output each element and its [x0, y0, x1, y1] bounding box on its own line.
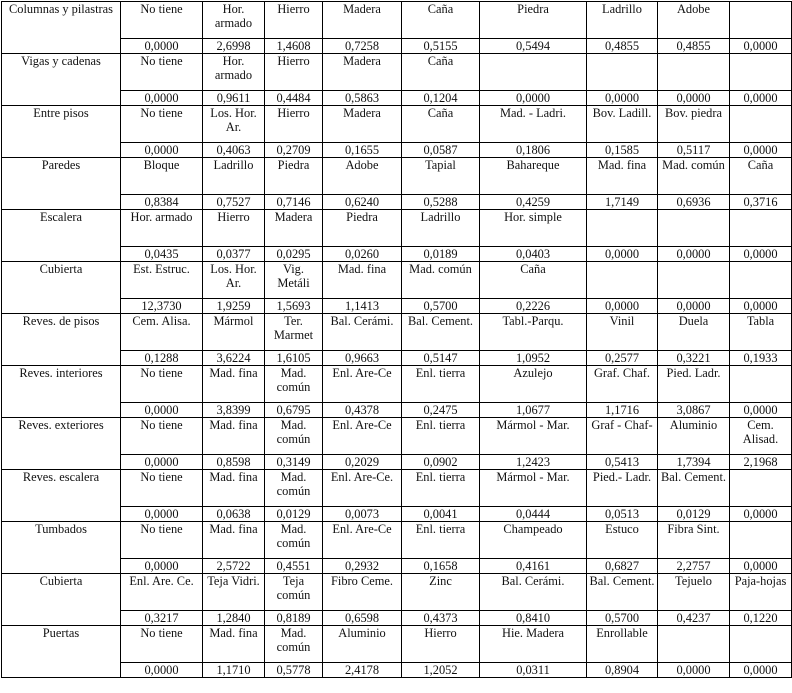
- coefficient-value-cell: 0,3221: [658, 351, 730, 366]
- coefficient-value-cell: 0,0000: [730, 403, 792, 418]
- material-label-cell: Bal. Cerámi.: [323, 314, 402, 351]
- coefficient-value-cell: 0,0311: [480, 663, 587, 678]
- coefficient-value-cell: 0,6827: [587, 559, 658, 574]
- coefficient-value-cell: 0,7146: [265, 195, 323, 210]
- coefficient-value-row: [2, 247, 792, 262]
- materials-coefficient-table: [1, 1, 792, 678]
- material-label-cell: Vig. Metáli: [265, 262, 323, 299]
- coefficient-value-cell: 0,0295: [265, 247, 323, 262]
- material-label-cell: Pied. Ladr.: [658, 366, 730, 403]
- coefficient-value-cell: 0,4373: [402, 611, 480, 626]
- coefficient-value-cell: 0,0000: [121, 143, 203, 158]
- category-label-row: [2, 262, 792, 299]
- category-name-cell: Reves. escalera: [2, 470, 121, 522]
- material-label-cell: [730, 106, 792, 143]
- material-label-cell: No tiene: [121, 106, 203, 143]
- material-label-cell: [587, 54, 658, 91]
- coefficient-value-cell: 0,0260: [323, 247, 402, 262]
- material-label-cell: Madera: [265, 210, 323, 247]
- coefficient-value-cell: 0,0000: [730, 143, 792, 158]
- coefficient-value-cell: 2,6998: [203, 39, 265, 54]
- material-label-cell: [587, 262, 658, 299]
- category-name-cell: Vigas y cadenas: [2, 54, 121, 106]
- coefficient-value-cell: 0,0000: [730, 559, 792, 574]
- material-label-cell: Bloque: [121, 158, 203, 195]
- coefficient-value-cell: 3,8399: [203, 403, 265, 418]
- coefficient-value-cell: 0,0403: [480, 247, 587, 262]
- category-name-cell: Entre pisos: [2, 106, 121, 158]
- material-label-cell: Mad. fina: [587, 158, 658, 195]
- category-label-row: [2, 626, 792, 663]
- coefficient-value-cell: 3,0867: [658, 403, 730, 418]
- coefficient-value-cell: 0,2226: [480, 299, 587, 314]
- coefficient-value-cell: 1,6105: [265, 351, 323, 366]
- category-name-cell: Cubierta: [2, 262, 121, 314]
- coefficient-value-cell: 0,4161: [480, 559, 587, 574]
- coefficient-value-cell: 0,9611: [203, 91, 265, 106]
- material-label-cell: Mad. - Ladri.: [480, 106, 587, 143]
- coefficient-value-cell: 0,5288: [402, 195, 480, 210]
- coefficient-value-cell: 0,6598: [323, 611, 402, 626]
- material-label-cell: No tiene: [121, 626, 203, 663]
- material-label-cell: Hor. simple: [480, 210, 587, 247]
- material-label-cell: Piedra: [265, 158, 323, 195]
- coefficient-value-cell: 0,2577: [587, 351, 658, 366]
- coefficient-value-cell: 0,4237: [658, 611, 730, 626]
- coefficient-value-cell: 0,8598: [203, 455, 265, 470]
- material-label-cell: Champeado: [480, 522, 587, 559]
- material-label-cell: Tapial: [402, 158, 480, 195]
- coefficient-value-cell: 0,0000: [730, 247, 792, 262]
- coefficient-value-cell: 0,6936: [658, 195, 730, 210]
- material-label-cell: Hor. armado: [203, 2, 265, 39]
- material-label-cell: Fibra Sint.: [658, 522, 730, 559]
- material-label-cell: Mad. común: [265, 470, 323, 507]
- material-label-cell: Estuco: [587, 522, 658, 559]
- coefficient-value-cell: 0,0000: [121, 559, 203, 574]
- coefficient-value-cell: 0,9663: [323, 351, 402, 366]
- material-label-cell: No tiene: [121, 2, 203, 39]
- coefficient-value-cell: 0,2029: [323, 455, 402, 470]
- material-label-cell: No tiene: [121, 418, 203, 455]
- coefficient-value-cell: 0,8384: [121, 195, 203, 210]
- material-label-cell: Enl. tierra: [402, 522, 480, 559]
- coefficient-value-cell: 0,0000: [121, 507, 203, 522]
- material-label-cell: Mad. común: [265, 626, 323, 663]
- coefficient-value-cell: 0,0000: [730, 91, 792, 106]
- material-label-cell: Fibro Ceme.: [323, 574, 402, 611]
- coefficient-value-cell: 0,5494: [480, 39, 587, 54]
- coefficient-value-cell: 0,5147: [402, 351, 480, 366]
- coefficient-value-cell: 1,1413: [323, 299, 402, 314]
- coefficient-value-row: [2, 351, 792, 366]
- category-name-cell: Reves. exteriores: [2, 418, 121, 470]
- material-label-cell: Ter. Marmet: [265, 314, 323, 351]
- coefficient-value-cell: 0,1204: [402, 91, 480, 106]
- material-label-cell: Mad. común: [265, 366, 323, 403]
- material-label-cell: Mad. común: [402, 262, 480, 299]
- coefficient-value-cell: 0,0000: [121, 403, 203, 418]
- coefficient-value-cell: 1,7394: [658, 455, 730, 470]
- material-label-cell: Mad. fina: [203, 626, 265, 663]
- material-label-cell: Hierro: [402, 626, 480, 663]
- coefficient-value-row: [2, 663, 792, 678]
- coefficient-value-cell: 0,3149: [265, 455, 323, 470]
- coefficient-value-cell: 0,0000: [730, 507, 792, 522]
- coefficient-value-row: [2, 403, 792, 418]
- material-label-cell: Mármol - Mar.: [480, 470, 587, 507]
- material-label-cell: Azulejo: [480, 366, 587, 403]
- coefficient-value-cell: 3,6224: [203, 351, 265, 366]
- coefficient-value-cell: 0,0638: [203, 507, 265, 522]
- material-label-cell: Hierro: [265, 106, 323, 143]
- material-label-cell: No tiene: [121, 522, 203, 559]
- coefficient-value-cell: 1,1710: [203, 663, 265, 678]
- coefficient-value-row: [2, 299, 792, 314]
- material-label-cell: Mad. común: [265, 418, 323, 455]
- material-label-cell: Bahareque: [480, 158, 587, 195]
- material-label-cell: [730, 210, 792, 247]
- coefficient-value-cell: 0,0513: [587, 507, 658, 522]
- material-label-cell: [730, 366, 792, 403]
- material-label-cell: Hierro: [265, 54, 323, 91]
- coefficient-value-cell: 12,3730: [121, 299, 203, 314]
- category-label-row: [2, 470, 792, 507]
- coefficient-value-row: [2, 195, 792, 210]
- material-label-cell: Mad. fina: [323, 262, 402, 299]
- material-label-cell: Aluminio: [658, 418, 730, 455]
- material-label-cell: Enl. Are-Ce.: [323, 470, 402, 507]
- material-label-cell: Cem. Alisad.: [730, 418, 792, 455]
- category-label-row: [2, 574, 792, 611]
- material-label-cell: Caña: [730, 158, 792, 195]
- material-label-cell: [658, 210, 730, 247]
- coefficient-value-row: [2, 611, 792, 626]
- material-label-cell: [730, 626, 792, 663]
- coefficient-value-cell: 0,0189: [402, 247, 480, 262]
- material-label-cell: Enl. Are-Ce: [323, 522, 402, 559]
- material-label-cell: Vinil: [587, 314, 658, 351]
- coefficient-value-cell: 0,0041: [402, 507, 480, 522]
- category-name-cell: Cubierta: [2, 574, 121, 626]
- coefficient-value-cell: 0,0000: [587, 91, 658, 106]
- material-label-cell: Teja Vidri.: [203, 574, 265, 611]
- material-label-cell: Tabl.-Parqu.: [480, 314, 587, 351]
- material-label-cell: Madera: [323, 2, 402, 39]
- coefficient-value-cell: 0,8189: [265, 611, 323, 626]
- coefficient-value-cell: 0,0000: [658, 663, 730, 678]
- material-label-cell: Tabla: [730, 314, 792, 351]
- material-label-cell: Ladrillo: [203, 158, 265, 195]
- material-label-cell: Mad. común: [658, 158, 730, 195]
- coefficient-value-cell: 0,1933: [730, 351, 792, 366]
- coefficient-value-cell: 0,4855: [658, 39, 730, 54]
- material-label-cell: Caña: [480, 262, 587, 299]
- coefficient-value-cell: 0,1288: [121, 351, 203, 366]
- coefficient-value-cell: 0,6795: [265, 403, 323, 418]
- material-label-cell: Bal. Cement.: [402, 314, 480, 351]
- coefficient-value-cell: 0,2932: [323, 559, 402, 574]
- material-label-cell: Madera: [323, 106, 402, 143]
- coefficient-value-cell: 0,0000: [121, 663, 203, 678]
- material-label-cell: [658, 262, 730, 299]
- coefficient-value-cell: 1,1716: [587, 403, 658, 418]
- coefficient-value-cell: 0,0000: [658, 299, 730, 314]
- material-label-cell: Zinc: [402, 574, 480, 611]
- material-label-cell: Hierro: [203, 210, 265, 247]
- material-label-cell: Mad. común: [265, 522, 323, 559]
- category-label-row: [2, 54, 792, 91]
- coefficient-value-cell: 2,4178: [323, 663, 402, 678]
- material-label-cell: Hor. armado: [203, 54, 265, 91]
- coefficient-value-cell: 0,7258: [323, 39, 402, 54]
- coefficient-value-cell: 0,0129: [265, 507, 323, 522]
- material-label-cell: Hor. armado: [121, 210, 203, 247]
- coefficient-value-cell: 1,0677: [480, 403, 587, 418]
- category-label-row: [2, 522, 792, 559]
- coefficient-value-cell: 0,5700: [402, 299, 480, 314]
- material-label-cell: Mad. fina: [203, 366, 265, 403]
- material-label-cell: Bov. Ladill.: [587, 106, 658, 143]
- material-label-cell: Paja-hojas: [730, 574, 792, 611]
- material-label-cell: Bal. Cement.: [658, 470, 730, 507]
- coefficient-value-cell: 0,5413: [587, 455, 658, 470]
- coefficient-value-row: [2, 455, 792, 470]
- coefficient-value-cell: 0,5778: [265, 663, 323, 678]
- material-label-cell: [480, 54, 587, 91]
- category-label-row: [2, 418, 792, 455]
- material-label-cell: Mad. fina: [203, 470, 265, 507]
- material-label-cell: Enrollable: [587, 626, 658, 663]
- coefficient-value-row: [2, 143, 792, 158]
- coefficient-value-cell: 0,0435: [121, 247, 203, 262]
- coefficient-value-cell: 0,0902: [402, 455, 480, 470]
- coefficient-value-cell: 1,9259: [203, 299, 265, 314]
- coefficient-value-cell: 0,1655: [323, 143, 402, 158]
- coefficient-value-cell: 0,0444: [480, 507, 587, 522]
- coefficient-value-cell: 0,0000: [480, 91, 587, 106]
- material-label-cell: Bov. piedra: [658, 106, 730, 143]
- material-label-cell: Teja común: [265, 574, 323, 611]
- coefficient-value-cell: 0,0000: [730, 299, 792, 314]
- material-label-cell: [730, 262, 792, 299]
- coefficient-value-cell: 2,5722: [203, 559, 265, 574]
- coefficient-value-cell: 0,0000: [730, 39, 792, 54]
- category-name-cell: Paredes: [2, 158, 121, 210]
- coefficient-value-cell: 0,1658: [402, 559, 480, 574]
- coefficient-value-cell: 0,4551: [265, 559, 323, 574]
- material-label-cell: Bal. Cement.: [587, 574, 658, 611]
- material-label-cell: Mad. fina: [203, 418, 265, 455]
- category-name-cell: Tumbados: [2, 522, 121, 574]
- coefficient-value-cell: 1,7149: [587, 195, 658, 210]
- coefficient-value-cell: 0,0587: [402, 143, 480, 158]
- material-label-cell: Mármol: [203, 314, 265, 351]
- material-label-cell: Enl. tierra: [402, 470, 480, 507]
- coefficient-value-cell: 0,2475: [402, 403, 480, 418]
- coefficient-value-cell: 1,4608: [265, 39, 323, 54]
- coefficient-value-cell: 0,0000: [658, 91, 730, 106]
- material-label-cell: Est. Estruc.: [121, 262, 203, 299]
- category-name-cell: Puertas: [2, 626, 121, 678]
- material-label-cell: Graf. Chaf.: [587, 366, 658, 403]
- category-label-row: [2, 314, 792, 351]
- coefficient-value-cell: 0,8904: [587, 663, 658, 678]
- material-label-cell: Ladrillo: [402, 210, 480, 247]
- coefficient-value-cell: 0,8410: [480, 611, 587, 626]
- coefficient-value-cell: 1,5693: [265, 299, 323, 314]
- coefficient-value-cell: 0,1806: [480, 143, 587, 158]
- material-label-cell: Enl. tierra: [402, 366, 480, 403]
- material-label-cell: [730, 54, 792, 91]
- category-name-cell: Columnas y pilastras: [2, 2, 121, 54]
- material-label-cell: Cem. Alisa.: [121, 314, 203, 351]
- material-label-cell: Mad. fina: [203, 522, 265, 559]
- material-label-cell: Madera: [323, 54, 402, 91]
- material-label-cell: Pied.- Ladr.: [587, 470, 658, 507]
- material-label-cell: Piedra: [480, 2, 587, 39]
- coefficient-value-cell: 0,4259: [480, 195, 587, 210]
- category-name-cell: Reves. de pisos: [2, 314, 121, 366]
- material-label-cell: Mármol - Mar.: [480, 418, 587, 455]
- material-label-cell: Adobe: [658, 2, 730, 39]
- coefficient-value-cell: 0,0000: [658, 247, 730, 262]
- coefficient-value-cell: 0,0000: [587, 247, 658, 262]
- material-label-cell: [730, 470, 792, 507]
- category-label-row: [2, 366, 792, 403]
- coefficient-value-cell: 0,4484: [265, 91, 323, 106]
- coefficient-value-cell: 0,0000: [730, 663, 792, 678]
- coefficient-value-cell: 0,4378: [323, 403, 402, 418]
- material-label-cell: Enl. Are. Ce.: [121, 574, 203, 611]
- coefficient-value-cell: 0,4855: [587, 39, 658, 54]
- coefficient-value-cell: 0,0000: [121, 91, 203, 106]
- material-label-cell: Adobe: [323, 158, 402, 195]
- material-label-cell: Aluminio: [323, 626, 402, 663]
- material-label-cell: Duela: [658, 314, 730, 351]
- material-label-cell: Enl. Are-Ce: [323, 366, 402, 403]
- category-name-cell: Escalera: [2, 210, 121, 262]
- coefficient-value-cell: 1,2052: [402, 663, 480, 678]
- material-label-cell: Hierro: [265, 2, 323, 39]
- material-label-cell: Hie. Madera: [480, 626, 587, 663]
- coefficient-value-cell: 0,6240: [323, 195, 402, 210]
- coefficient-value-cell: 0,0129: [658, 507, 730, 522]
- category-label-row: [2, 158, 792, 195]
- coefficient-value-cell: 0,1585: [587, 143, 658, 158]
- material-label-cell: Enl. Are-Ce: [323, 418, 402, 455]
- coefficient-value-cell: 1,2423: [480, 455, 587, 470]
- material-label-cell: Los. Hor. Ar.: [203, 106, 265, 143]
- material-label-cell: Enl. tierra: [402, 418, 480, 455]
- coefficient-value-cell: 0,0073: [323, 507, 402, 522]
- coefficient-value-row: [2, 91, 792, 106]
- coefficient-value-cell: 0,5863: [323, 91, 402, 106]
- coefficient-value-cell: 0,0000: [587, 299, 658, 314]
- coefficient-value-cell: 0,7527: [203, 195, 265, 210]
- coefficient-value-cell: 1,0952: [480, 351, 587, 366]
- category-label-row: [2, 210, 792, 247]
- material-label-cell: Caña: [402, 106, 480, 143]
- coefficient-value-cell: 0,0000: [121, 39, 203, 54]
- material-label-cell: [587, 210, 658, 247]
- coefficient-value-cell: 0,0000: [121, 455, 203, 470]
- coefficient-value-cell: 0,5700: [587, 611, 658, 626]
- material-label-cell: Los. Hor. Ar.: [203, 262, 265, 299]
- material-label-cell: Caña: [402, 54, 480, 91]
- material-label-cell: No tiene: [121, 470, 203, 507]
- material-label-cell: [658, 54, 730, 91]
- material-label-cell: No tiene: [121, 366, 203, 403]
- coefficient-value-row: [2, 39, 792, 54]
- material-label-cell: Bal. Cerámi.: [480, 574, 587, 611]
- coefficient-value-row: [2, 507, 792, 522]
- material-label-cell: [730, 2, 792, 39]
- coefficient-value-cell: 0,0377: [203, 247, 265, 262]
- material-label-cell: No tiene: [121, 54, 203, 91]
- coefficient-value-cell: 0,4063: [203, 143, 265, 158]
- material-label-cell: Piedra: [323, 210, 402, 247]
- coefficient-value-row: [2, 559, 792, 574]
- material-label-cell: Graf - Chaf-: [587, 418, 658, 455]
- material-label-cell: [658, 626, 730, 663]
- category-label-row: [2, 2, 792, 39]
- category-name-cell: Reves. interiores: [2, 366, 121, 418]
- coefficient-value-cell: 0,5155: [402, 39, 480, 54]
- material-label-cell: Caña: [402, 2, 480, 39]
- coefficient-value-cell: 2,1968: [730, 455, 792, 470]
- material-label-cell: Tejuelo: [658, 574, 730, 611]
- category-label-row: [2, 106, 792, 143]
- coefficient-value-cell: 0,2709: [265, 143, 323, 158]
- material-label-cell: Ladrillo: [587, 2, 658, 39]
- material-label-cell: [730, 522, 792, 559]
- coefficient-value-cell: 2,2757: [658, 559, 730, 574]
- coefficient-value-cell: 0,1220: [730, 611, 792, 626]
- coefficient-value-cell: 1,2840: [203, 611, 265, 626]
- coefficient-value-cell: 0,5117: [658, 143, 730, 158]
- coefficient-value-cell: 0,3217: [121, 611, 203, 626]
- coefficient-value-cell: 0,3716: [730, 195, 792, 210]
